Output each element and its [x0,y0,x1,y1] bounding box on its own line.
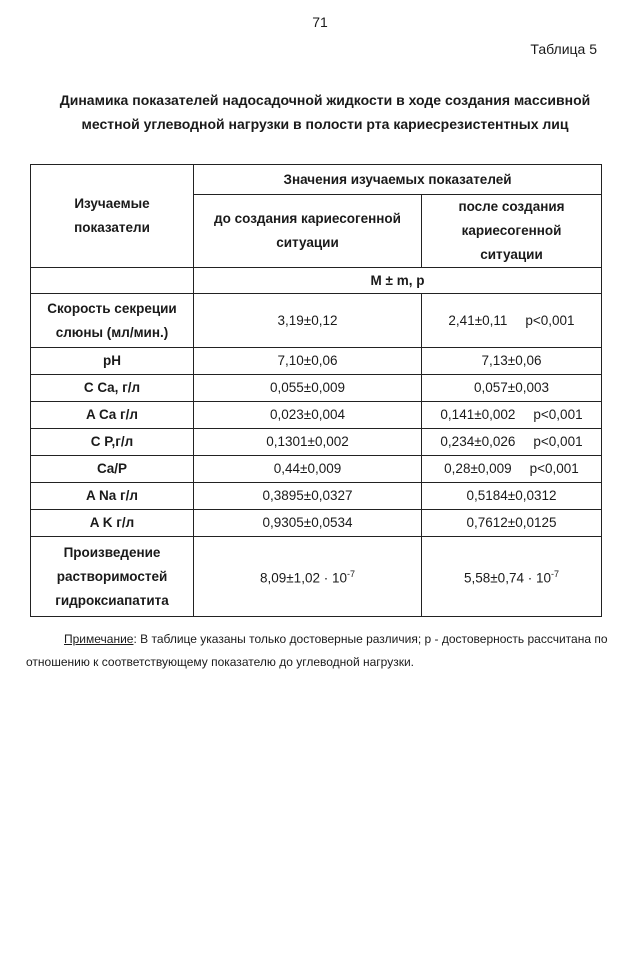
before-value-text: 8,09±1,02 · 10 [260,570,347,586]
row-label: C Ca, г/л [31,375,194,402]
data-table [30,164,602,617]
page-number: 71 [312,14,328,30]
before-header: до создания кариесогенной ситуации [194,195,422,268]
table-row [31,483,602,510]
table-row [31,294,602,348]
stat-header: M ± m, p [194,268,602,294]
after-value-text: 0,7612±0,0125 [466,515,557,530]
after-value-text: 7,13±0,06 [481,353,542,368]
note-text: : В таблице указаны только достоверные различия; p - достоверность рассчитана по отношению к соответствующему показателю до углеводной нагрузки. [26,632,608,669]
table-row [31,375,602,402]
before-exponent: -7 [346,569,355,580]
indicator-header: Изучаемые показатели [31,165,194,268]
after-value [422,483,602,510]
after-value-text: 0,057±0,003 [474,380,549,395]
row-label: pH [31,348,194,375]
after-value-text: 0,28±0,009 [444,461,512,476]
document-title: Динамика показателей надосадочной жидкости в ходе создания массивной местной углеводной нагрузки в полости рта кариесрезистентных лиц [59,92,591,132]
after-value-text: 5,58±0,74 · 10 [464,570,551,586]
note [26,628,616,674]
after-value [422,456,602,483]
before-value [194,537,422,617]
table-row [31,402,602,429]
values-group-header: Значения изучаемых показателей [194,165,602,195]
after-value [422,510,602,537]
before-value [194,402,422,429]
before-value [194,375,422,402]
table-row [31,537,602,617]
after-value [422,429,602,456]
row-label: Ca/P [31,456,194,483]
row-label: A K г/л [31,510,194,537]
before-value-text: 0,055±0,009 [270,380,345,395]
note-label: Примечание [64,632,134,646]
header-row-3 [31,268,602,294]
before-value [194,429,422,456]
table-body [31,294,602,617]
after-value [422,537,602,617]
p-value: p<0,001 [533,407,583,422]
before-value-text: 0,1301±0,002 [266,434,349,449]
row-label: A Ca г/л [31,402,194,429]
row-label: Скорость секреции слюны (мл/мин.) [31,294,194,348]
p-value: p<0,001 [525,312,575,328]
after-value-text: 0,5184±0,0312 [466,488,557,503]
after-value [422,375,602,402]
table-label: Таблица 5 [530,41,597,57]
before-value [194,348,422,375]
before-value-text: 0,44±0,009 [273,461,342,476]
header-row-1 [31,165,602,195]
row-label: C P,г/л [31,429,194,456]
after-value [422,402,602,429]
after-value-text: 0,141±0,002 [440,407,516,422]
after-value-text: 2,41±0,11 [448,312,508,328]
after-value [422,294,602,348]
after-value-text: 0,234±0,026 [440,434,516,449]
before-value [194,510,422,537]
empty-header-cell [31,268,194,294]
before-value-text: 3,19±0,12 [277,312,338,328]
before-value-text: 0,3895±0,0327 [262,488,353,503]
before-value-text: 7,10±0,06 [277,353,338,368]
before-value-text: 0,9305±0,0534 [262,515,353,530]
before-value-text: 0,023±0,004 [270,407,345,422]
table-row [31,348,602,375]
row-label: Произведение растворимостей гидроксиапатита [31,537,194,617]
p-value: p<0,001 [529,461,579,476]
after-value [422,348,602,375]
table-row [31,456,602,483]
row-label: A Na г/л [31,483,194,510]
after-exponent: -7 [550,569,559,580]
table-row [31,429,602,456]
after-header: после создания кариесогенной ситуации [422,195,602,268]
table-row [31,510,602,537]
before-value [194,456,422,483]
p-value: p<0,001 [533,434,583,449]
before-value [194,483,422,510]
before-value [194,294,422,348]
